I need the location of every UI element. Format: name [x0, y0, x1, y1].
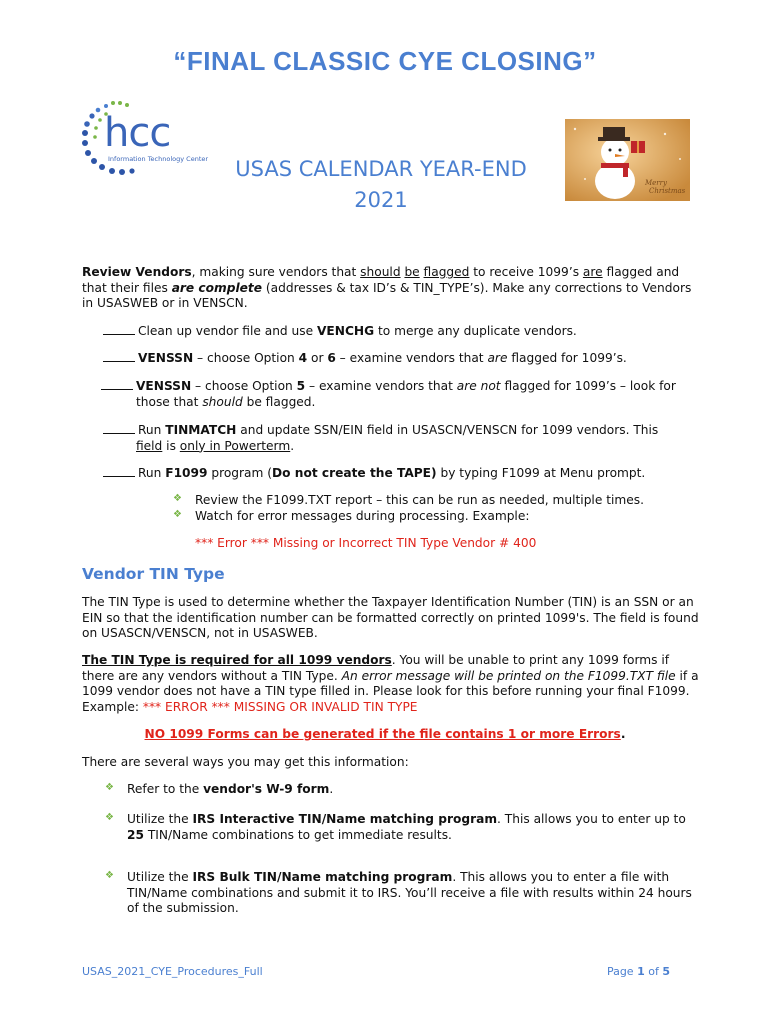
intro-text: flagged and that their files	[82, 265, 680, 295]
checklist-item-venchg	[103, 323, 703, 340]
item-text: program (	[207, 466, 273, 480]
item-bold: VENSSN	[138, 351, 194, 365]
item-text: or	[307, 351, 328, 365]
review-vendors-label: Review Vendors	[82, 265, 192, 279]
item-text: and update SSN/EIN field in USASCN/VENSCN for 1099 vendors. This	[236, 423, 659, 437]
item-italic: should	[202, 394, 243, 409]
item-text: is	[162, 438, 180, 453]
warning-period: .	[620, 727, 626, 741]
way-text: . This allows you to enter a file with TIN/Name combinations and submit it to IRS. You’ll receive a file with results within 24 hours of the submission.	[127, 870, 692, 916]
item-text: Run	[138, 466, 166, 480]
snowman-image	[565, 119, 690, 201]
way-text: Utilize the	[127, 870, 193, 884]
way-w9	[127, 782, 702, 798]
item-bold: VENCHG	[317, 324, 375, 338]
item-bold: F1099	[165, 466, 208, 480]
intro-text: (addresses & tax ID’s & TIN_TYPE’s). Make any corrections to Vendors in USASWEB or in VENSCN.	[82, 280, 692, 311]
check-blank[interactable]	[103, 465, 135, 477]
way-bold: 25	[127, 827, 144, 842]
way-text: . This allows you to enter up to	[497, 812, 686, 826]
error-example: *** Error *** Missing or Incorrect TIN Type Vendor # 400	[195, 536, 537, 550]
way-bold: IRS Interactive TIN/Name matching program	[192, 812, 498, 826]
hcc-logo	[80, 100, 209, 180]
tin-required-paragraph	[82, 653, 704, 715]
ways-intro: There are several ways you may get this information:	[82, 755, 409, 769]
subtitle-line2: 2021	[354, 188, 408, 212]
diamond-bullet-icon: ❖	[173, 509, 182, 520]
check-blank[interactable]	[103, 323, 135, 335]
item-bold: Do not create the TAPE)	[272, 466, 437, 480]
para-italic: An error message will be printed on the F1099.TXT file	[341, 668, 676, 683]
hcc-logo-tagline: Information Technology Center	[108, 155, 209, 163]
intro-text: to receive 1099’s	[469, 265, 583, 279]
diamond-bullet-icon: ❖	[105, 782, 114, 793]
item-italic: are	[487, 351, 508, 365]
para-text: if a 1099 vendor does not have a TIN type filled in. Please look for this before running your final F1099. Example:	[82, 668, 699, 714]
way-text: .	[329, 782, 334, 796]
item-text: flagged for 1099’s.	[507, 351, 627, 365]
item-text: Clean up vendor file and use	[138, 324, 317, 338]
check-blank[interactable]	[101, 378, 133, 390]
checklist-item-tinmatch	[103, 422, 703, 454]
item-text: to merge any duplicate vendors.	[374, 324, 577, 338]
section-heading: Vendor TIN Type	[82, 565, 225, 583]
page-current: 1	[637, 965, 645, 978]
page-label: Page	[606, 965, 638, 978]
hcc-logo-text: hcc	[104, 110, 171, 156]
item-text: be flagged.	[242, 394, 316, 409]
para-text: . You will be unable to print any 1099 forms if there are any vendors without a TIN Type.	[82, 653, 670, 683]
item-underline: only in Powerterm	[179, 438, 291, 453]
diamond-bullet-icon: ❖	[105, 870, 114, 881]
intro-underline: flagged	[423, 265, 470, 279]
item-continuation	[101, 395, 701, 411]
way-text: Refer to the	[127, 782, 204, 796]
page-total: 5	[662, 965, 670, 978]
item-bold: 4	[298, 351, 308, 365]
tin-required-emphasis: The TIN Type is required for all 1099 vendors	[82, 653, 392, 667]
checklist-item-venssn-4-6	[103, 350, 703, 367]
item-text: flagged for 1099’s – look for	[500, 379, 676, 393]
way-text: Utilize the	[127, 812, 193, 826]
check-blank[interactable]	[103, 422, 135, 434]
way-bold: vendor's W-9 form	[203, 782, 330, 796]
item-text: Run	[138, 423, 166, 437]
intro-paragraph	[82, 265, 704, 312]
way-text: TIN/Name combinations to get immediate results.	[143, 827, 452, 842]
diamond-bullet-icon: ❖	[173, 493, 182, 504]
warning-line	[0, 727, 770, 741]
item-bold: TINMATCH	[165, 423, 237, 437]
footer-page-number	[607, 965, 670, 978]
svg-text:Christmas: Christmas	[649, 187, 686, 195]
tin-type-paragraph: The TIN Type is used to determine whether the Taxpayer Identification Number (TIN) is an SSN or an EIN so that the identification number can be formatted correctly on printed 1099's. The field is found on USASCN/VENSCN, not in USASWEB.	[82, 595, 699, 641]
error-example-inline: *** ERROR *** MISSING OR INVALID TIN TYPE	[142, 699, 418, 714]
diamond-bullet-icon: ❖	[105, 812, 114, 823]
intro-underline: are	[582, 265, 603, 279]
intro-text: , making sure vendors that	[191, 265, 361, 279]
item-bold: 6	[327, 351, 336, 365]
way-interactive	[127, 812, 702, 843]
check-blank[interactable]	[103, 350, 135, 362]
item-italic: are not	[456, 379, 501, 393]
are-complete-emphasis: are complete	[171, 280, 262, 295]
svg-text:Merry: Merry	[645, 179, 667, 187]
intro-underline: be	[404, 265, 420, 279]
item-bold: VENSSN	[136, 379, 192, 393]
item-text: – examine vendors that	[305, 379, 457, 393]
way-bulk	[127, 870, 702, 917]
item-text: – choose Option	[193, 351, 299, 365]
item-underline: field	[136, 438, 163, 453]
subtitle-line1: USAS CALENDAR YEAR-END	[235, 157, 527, 181]
item-text: .	[290, 438, 295, 453]
item-bold: 5	[296, 379, 306, 393]
way-bold: IRS Bulk TIN/Name matching program	[192, 870, 453, 884]
footer-filename: USAS_2021_CYE_Procedures_Full	[82, 965, 263, 978]
item-text: by typing F1099 at Menu prompt.	[436, 466, 646, 480]
sub-bullet-item: Watch for error messages during processing. Example:	[195, 509, 530, 523]
item-continuation	[103, 439, 703, 455]
item-text: – examine vendors that	[335, 351, 488, 365]
page-of: of	[644, 965, 663, 978]
page-title: “FINAL CLASSIC CYE CLOSING”	[173, 46, 597, 76]
checklist-item-f1099	[103, 465, 703, 482]
no-1099-warning: NO 1099 Forms can be generated if the file contains 1 or more Errors	[144, 727, 621, 741]
sub-bullet-item: Review the F1099.TXT report – this can be run as needed, multiple times.	[195, 493, 644, 507]
checklist-item-venssn-5	[101, 378, 701, 410]
item-text: – choose Option	[191, 379, 297, 393]
intro-underline: should	[360, 265, 401, 279]
item-text: those that	[136, 394, 203, 409]
